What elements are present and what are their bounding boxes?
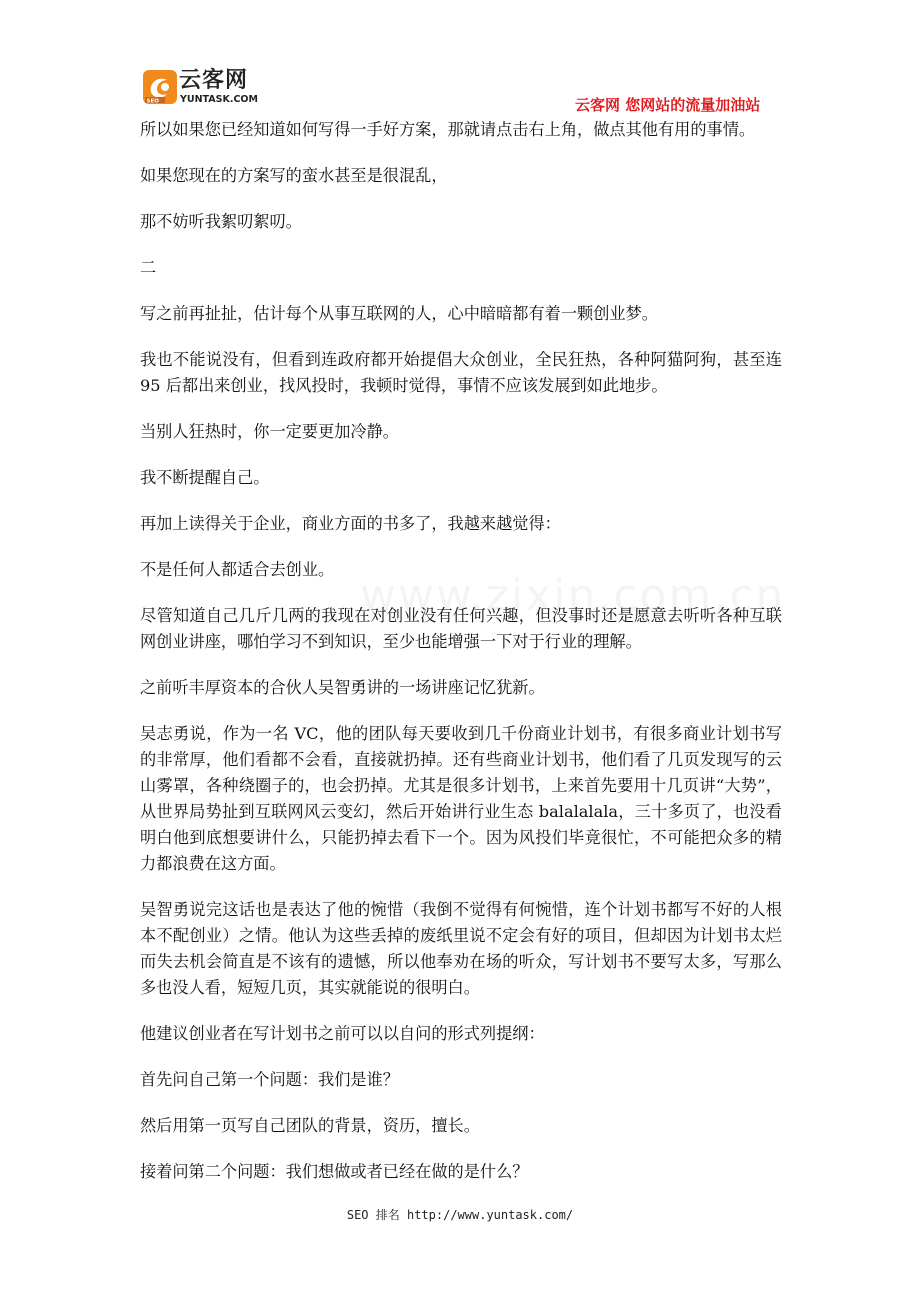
paragraph: 写之前再扯扯，估计每个从事互联网的人，心中暗暗都有着一颗创业梦。 (140, 304, 658, 323)
page-footer: SEO 排名 http://www.yuntask.com/ (346, 1208, 574, 1222)
page-header (0, 0, 920, 120)
paragraph: 吴志勇说，作为一名 VC，他的团队每天要收到几千份商业计划书，有很多商业计划书写的非常厚，他们看都不会看，直接就扔掉。还有些商业计划书，他们看了几页发现写的云山雾罩，各种绕圈子的，也会扔掉。尤其是很多计划书，上来首先要用十几页讲“大势”，从世界局势扯到互联网风云变幻，然后开始讲行业生态 balalalala，三十多页了，也没看明白他到底想要讲什么，只能扔掉去看下一个。因为风投们毕竟很忙，不可能把众多的精力都浪费在这方面。 (140, 724, 782, 873)
paragraph: 再加上读得关于企业，商业方面的书多了，我越来越觉得： (140, 514, 561, 533)
paragraph: 他建议创业者在写计划书之前可以以自问的形式列提纲： (140, 1024, 545, 1043)
paragraph: 之前听丰厚资本的合伙人吴智勇讲的一场讲座记忆犹新。 (140, 678, 545, 697)
paragraph: 首先问自己第一个问题：我们是谁？ (140, 1070, 399, 1089)
paragraph: 当别人狂热时，你一定要更加冷静。 (140, 422, 399, 441)
paragraph: 尽管知道自己几斤几两的我现在对创业没有任何兴趣，但没事时还是愿意去听听各种互联网创业讲座，哪怕学习不到知识，至少也能增强一下对于行业的理解。 (140, 606, 782, 651)
paragraph: 我不断提醒自己。 (140, 468, 270, 487)
yuntask-logo (143, 68, 283, 108)
paragraph: 吴智勇说完这话也是表达了他的惋惜（我倒不觉得有何惋惜，连个计划书都写不好的人根本不配创业）之情。他认为这些丢掉的废纸里说不定会有好的项目，但却因为计划书太烂而失去机会简直是不该有的遗憾，所以他奉劝在场的听众，写计划书不要写太多，写那么多也没人看，短短几页，其实就能说的很明白。 (140, 900, 782, 997)
paragraph: 我也不能说没有，但看到连政府都开始提倡大众创业，全民狂热，各种阿猫阿狗，甚至连 95 后都出来创业，找风投时，我顿时觉得，事情不应该发展到如此地步。 (140, 350, 782, 395)
logo-chinese-text: 云客网 (179, 68, 249, 93)
logo-badge: SEO (146, 98, 159, 104)
paragraph: 那不妨听我絮叨絮叨。 (140, 212, 302, 231)
yuntask-logo-icon (143, 70, 177, 104)
section-number: 二 (140, 258, 157, 277)
article-body (140, 117, 782, 1205)
paragraph: 所以如果您已经知道如何写得一手好方案，那就请点击右上角，做点其他有用的事情。 (140, 120, 756, 139)
paragraph: 不是任何人都适合去创业。 (140, 560, 335, 579)
paragraph: 接着问第二个问题：我们想做或者已经在做的是什么？ (140, 1162, 529, 1181)
paragraph: 如果您现在的方案写的蛮水甚至是很混乱， (140, 166, 448, 185)
header-slogan: 云客网 您网站的流量加油站 (575, 96, 761, 114)
paragraph: 然后用第一页写自己团队的背景，资历，擅长。 (140, 1116, 480, 1135)
logo-english-text: YUNTASK.COM (180, 94, 258, 105)
